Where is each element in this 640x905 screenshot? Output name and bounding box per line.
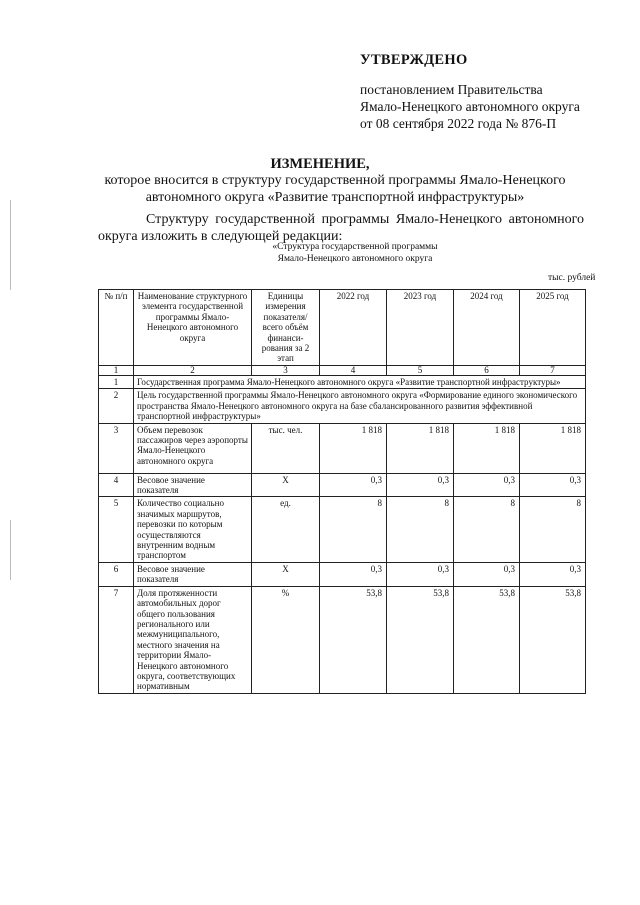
- scan-margin-line: [10, 200, 11, 290]
- table-row-program: [99, 376, 586, 389]
- value-2022: 8: [320, 497, 387, 562]
- value-2025: 53,8: [520, 586, 586, 693]
- indicator-unit: тыс. чел.: [252, 423, 320, 473]
- intro-paragraph: [98, 211, 584, 245]
- approval-line-1: постановлением Правительства: [360, 82, 543, 97]
- table-row: [99, 473, 586, 497]
- indicator-name: Объем перевозок пассажиров через аэропорты Ямало-Ненецкого автономного округа: [134, 423, 252, 473]
- row-number: 2: [99, 389, 134, 423]
- col-number-cell: 5: [387, 366, 454, 376]
- value-2023: 0,3: [387, 562, 454, 586]
- structure-table: [98, 289, 586, 694]
- indicator-unit: X: [252, 473, 320, 497]
- table-row: [99, 497, 586, 562]
- row-number: 1: [99, 376, 134, 389]
- col-number-cell: 2: [134, 366, 252, 376]
- row-number: 3: [99, 423, 134, 473]
- value-2025: 1 818: [520, 423, 586, 473]
- column-number-row: [99, 366, 586, 376]
- value-2025: 0,3: [520, 473, 586, 497]
- col-number-cell: 4: [320, 366, 387, 376]
- indicator-name: Доля протяженности автомобильных дорог общего пользования регионального или межмуниципального, местного значения на территории Ямало-Ненецкого автономного округа, соответствующих нормативным: [134, 586, 252, 693]
- table-row-goal: [99, 389, 586, 423]
- approval-line-2: Ямало-Ненецкого автономного округа: [360, 99, 580, 114]
- value-2022: 0,3: [320, 562, 387, 586]
- value-2023: 53,8: [387, 586, 454, 693]
- table-row: [99, 586, 586, 693]
- row-number: 6: [99, 562, 134, 586]
- col-number-cell: 1: [99, 366, 134, 376]
- value-2023: 0,3: [387, 473, 454, 497]
- value-2024: 1 818: [454, 423, 520, 473]
- indicator-name: Весовое значение показателя: [134, 562, 252, 586]
- structure-caption: [180, 241, 530, 265]
- row-number: 7: [99, 586, 134, 693]
- scan-margin-line: [10, 520, 11, 580]
- col-number-cell: 3: [252, 366, 320, 376]
- value-2024: 8: [454, 497, 520, 562]
- caption-line-1: «Структура государственной программы: [272, 242, 438, 252]
- approval-line-3: от 08 сентября 2022 года № 876-П: [360, 116, 557, 131]
- program-goal-cell: Цель государственной программы Ямало-Ненецкого автономного округа «Формирование единого экономического пространства Ямало-Ненецкого автономного округа на базе сбалансированного развития эффективной транспортной инфраструктуры»: [134, 389, 586, 423]
- table-row: [99, 423, 586, 473]
- value-2022: 0,3: [320, 473, 387, 497]
- header-2022: 2022 год: [320, 290, 387, 366]
- value-2023: 8: [387, 497, 454, 562]
- value-2024: 0,3: [454, 562, 520, 586]
- subtitle-line-2: автономного округа «Развитие транспортной инфраструктуры»: [145, 190, 525, 205]
- value-2025: 8: [520, 497, 586, 562]
- value-2023: 1 818: [387, 423, 454, 473]
- units-label: тыс. рублей: [548, 273, 596, 283]
- subtitle-line-1: которое вносится в структуру государственной программы Ямало-Ненецкого: [104, 173, 566, 188]
- indicator-name: Весовое значение показателя: [134, 473, 252, 497]
- table-header-row: [99, 290, 586, 366]
- indicator-unit: %: [252, 586, 320, 693]
- table-row: [99, 562, 586, 586]
- indicator-unit: ед.: [252, 497, 320, 562]
- col-number-cell: 6: [454, 366, 520, 376]
- header-2025: 2025 год: [520, 290, 586, 366]
- value-2022: 53,8: [320, 586, 387, 693]
- intro-line-2: округа изложить в следующей редакции:: [98, 229, 343, 244]
- row-number: 5: [99, 497, 134, 562]
- header-name: Наименование структурного элемента государственной программы Ямало-Ненецкого автономного округа: [134, 290, 252, 366]
- value-2024: 53,8: [454, 586, 520, 693]
- document-heading: ИЗМЕНЕНИЕ,: [270, 156, 370, 172]
- header-number: № п/п: [99, 290, 134, 366]
- header-2023: 2023 год: [387, 290, 454, 366]
- row-number: 4: [99, 473, 134, 497]
- indicator-unit: X: [252, 562, 320, 586]
- program-title-cell: Государственная программа Ямало-Ненецкого автономного округа «Развитие транспортной инфраструктуры»: [134, 376, 586, 389]
- approval-title: УТВЕРЖДЕНО: [360, 52, 468, 68]
- value-2025: 0,3: [520, 562, 586, 586]
- caption-line-2: Ямало-Ненецкого автономного округа: [277, 254, 433, 264]
- document-subtitle: [90, 172, 580, 206]
- intro-line-1: Структуру государственной программы Ямало-Ненецкого автономного: [146, 212, 584, 227]
- col-number-cell: 7: [520, 366, 586, 376]
- value-2022: 1 818: [320, 423, 387, 473]
- header-unit: Единицы измерения показателя/ всего объём финанси-рования за 2 этап: [252, 290, 320, 366]
- indicator-name: Количество социально значимых маршрутов, перевозки по которым осуществляются внутренним водным транспортом: [134, 497, 252, 562]
- header-2024: 2024 год: [454, 290, 520, 366]
- value-2024: 0,3: [454, 473, 520, 497]
